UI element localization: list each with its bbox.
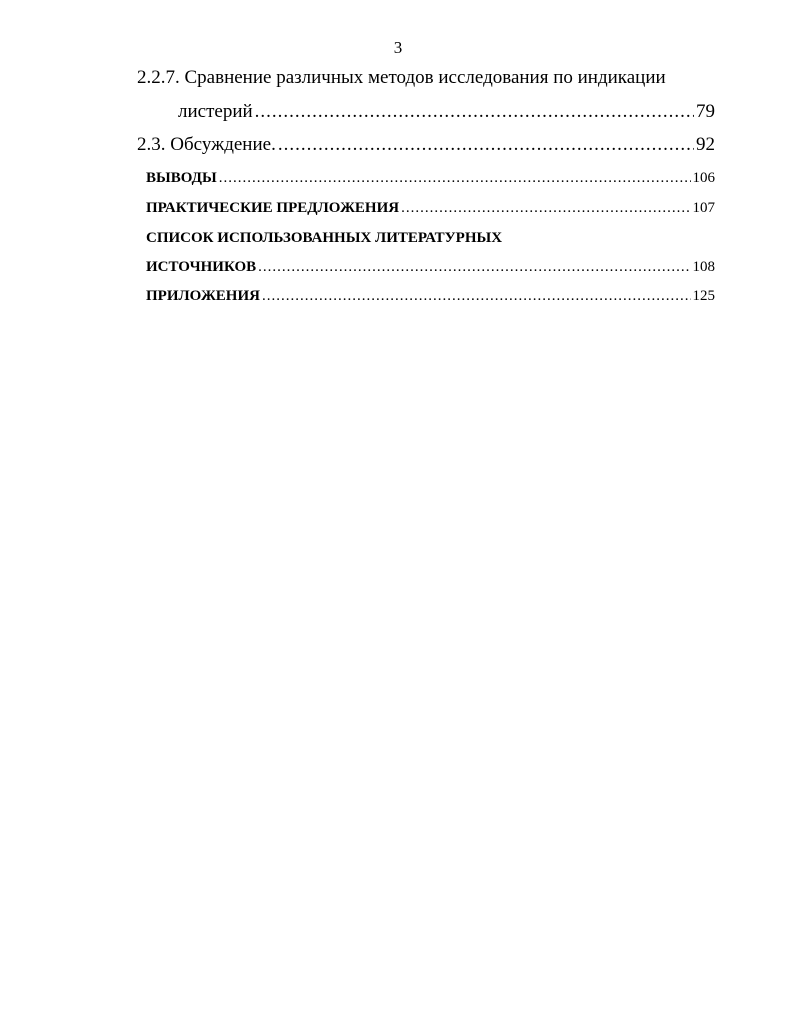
toc-entry-227-line2 [178,100,715,124]
toc-entry-practical [146,198,715,218]
dot-leader [255,100,694,124]
toc-entry-227-page: 79 [696,101,715,122]
toc-conclusions-page: 106 [692,170,715,186]
dot-leader [258,257,690,277]
dot-leader [219,168,691,188]
toc-entry-227-label: листерий [178,101,253,122]
toc-conclusions-label: ВЫВОДЫ [146,170,217,186]
toc-entry-conclusions [146,168,715,188]
toc-entry-23 [137,133,715,157]
dot-leader [401,198,690,218]
toc-appendices-label: ПРИЛОЖЕНИЯ [146,288,260,304]
dot-leader [278,133,694,157]
dot-leader [262,286,691,306]
toc-practical-label: ПРАКТИЧЕСКИЕ ПРЕДЛОЖЕНИЯ [146,200,400,216]
toc-references-line1: СПИСОК ИСПОЛЬЗОВАННЫХ ЛИТЕРАТУРНЫХ [146,230,503,246]
toc-entry-23-page: 92 [696,134,715,155]
toc-entry-appendices [146,286,715,306]
toc-entry-references [146,257,715,277]
toc-entry-23-label: 2.3. Обсуждение. [137,134,276,155]
page-number: 3 [393,38,403,57]
toc-appendices-page: 125 [692,288,715,304]
toc-references-label: ИСТОЧНИКОВ [146,259,257,275]
toc-entry-227-line1: 2.2.7. Сравнение различных методов исследования по индикации [137,67,666,88]
toc-references-page: 108 [692,259,715,275]
toc-practical-page: 107 [692,200,715,216]
